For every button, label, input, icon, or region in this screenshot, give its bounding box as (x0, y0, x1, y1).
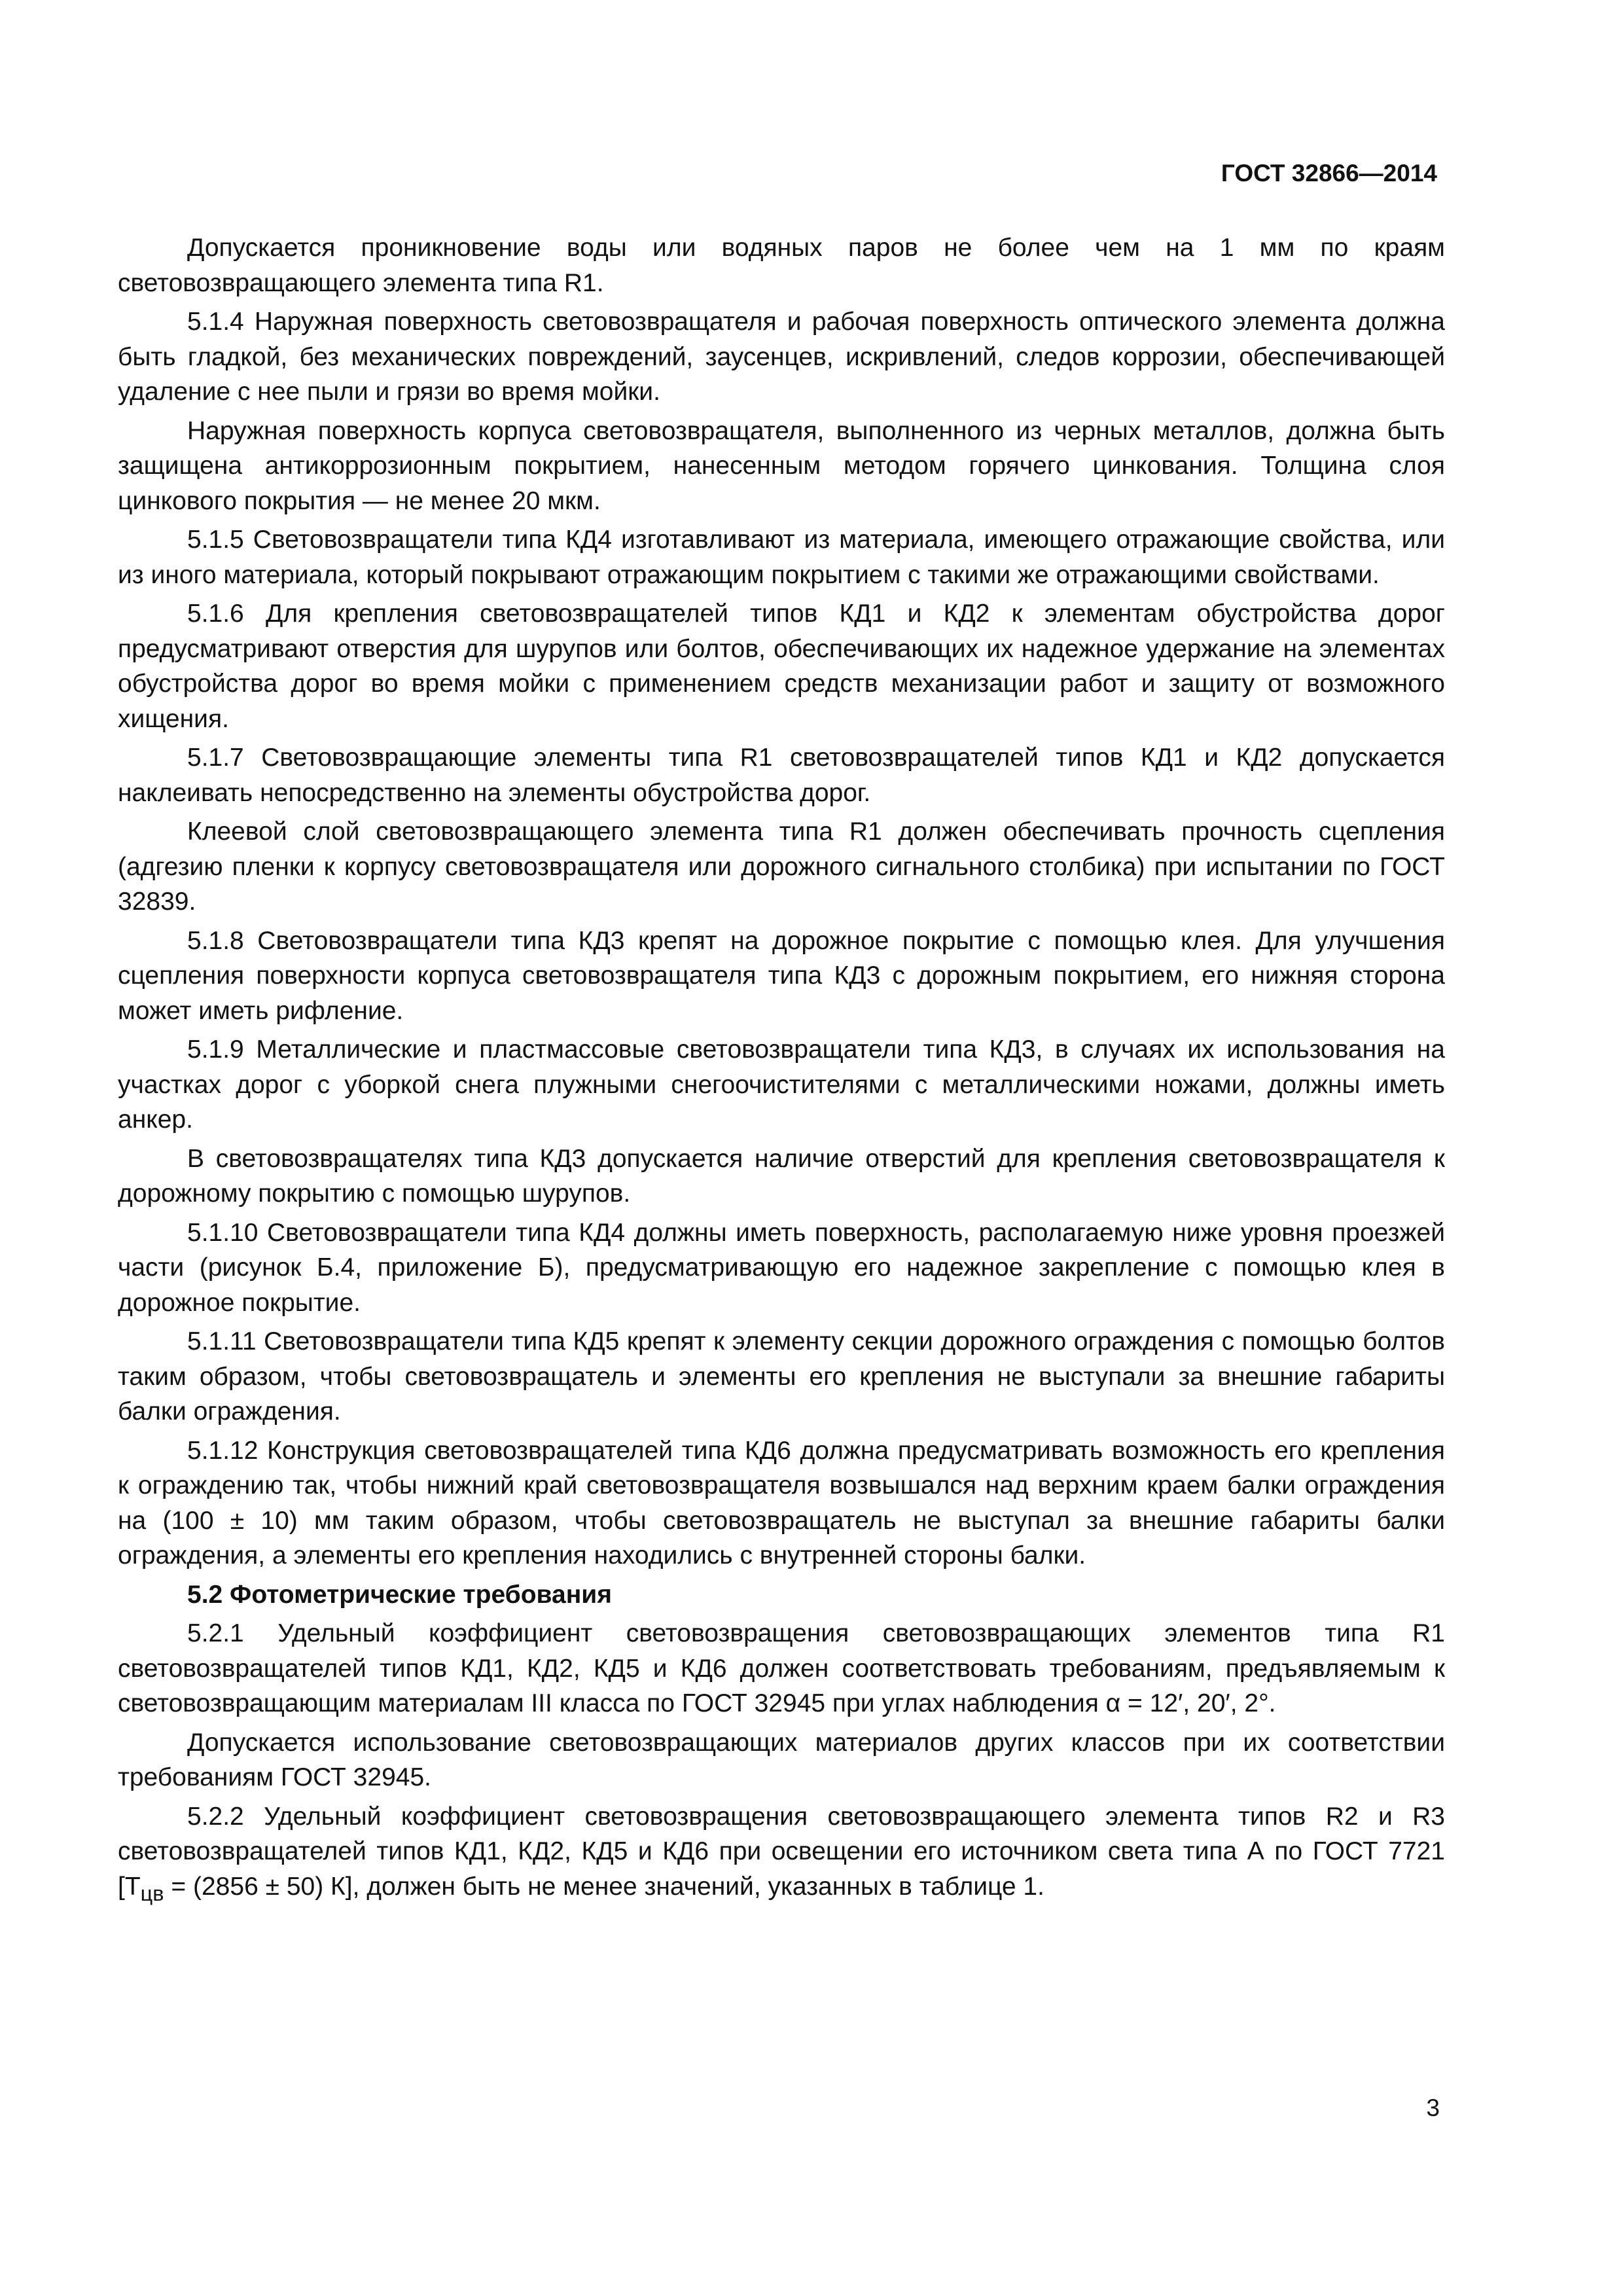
paragraph-5-1-6: 5.1.6 Для крепления световозвращателей типов КД1 и КД2 к элементам обустройства дорог предусматривают отверстия для шурупов или болтов, обеспечивающих их надежное удержание на элементах обустройства дорог во время мойки с применением средств механизации работ и защиту от возможного хищения. (118, 600, 1445, 733)
paragraph-kd3-holes: В световозвращателях типа КД3 допускается наличие отверстий для крепления световозвращателя к дорожному покрытию с помощью шурупов. (118, 1144, 1445, 1208)
paragraph-5-2-2-text-end: = (2856 ± 50) К], должен быть не менее значений, указанных в таблице 1. (164, 1872, 1044, 1901)
paragraph-zinc-coating: Наружная поверхность корпуса световозвращателя, выполненного из черных металлов, должна быть защищена антикоррозионным покрытием, нанесенным методом горячего цинкования. Толщина слоя цинкового покрытия — не менее 20 мкм. (118, 416, 1445, 515)
paragraph-5-1-9: 5.1.9 Металлические и пластмассовые световозвращатели типа КД3, в случаях их использования на участках дорог с уборкой снега плужными снегоочистителями с металлическими ножами, должны иметь анкер. (118, 1035, 1445, 1134)
color-temperature-subscript: цв (140, 1881, 164, 1905)
standard-header: ГОСТ 32866—2014 (1221, 160, 1437, 187)
document-body (118, 230, 1445, 1915)
paragraph-5-2-2-text: 5.2.2 Удельный коэффициент световозвращения световозвращающего элемента типов R2 и R3 световозвращателей типов КД1, КД2, КД5 и КД6 при освещении его источником света типа А по ГОСТ 7721 [Т (118, 1802, 1445, 1901)
page-number: 3 (1426, 2094, 1440, 2121)
paragraph-5-1-4: 5.1.4 Наружная поверхность световозвращателя и рабочая поверхность оптического элемента должна быть гладкой, без механических повреждений, заусенцев, искривлений, следов коррозии, обеспечивающей удаление с нее пыли и грязи во время мойки. (118, 308, 1445, 406)
paragraph-5-1-5: 5.1.5 Световозвращатели типа КД4 изготавливают из материала, имеющего отражающие свойства, или из иного материала, который покрывают отражающим покрытием с такими же отражающими свойствами. (118, 526, 1445, 589)
paragraph-adhesive-layer: Клеевой слой световозвращающего элемента типа R1 должен обеспечивать прочность сцепления (адгезию пленки к корпусу световозвращателя или дорожного сигнального столбика) при испытании по ГОСТ 32839. (118, 817, 1445, 916)
paragraph-5-1-11: 5.1.11 Световозвращатели типа КД5 крепят к элементу секции дорожного ограждения с помощью болтов таким образом, чтобы световозвращатель и элементы его крепления не выступали за внешние габариты балки ограждения. (118, 1327, 1445, 1426)
paragraph-5-1-8: 5.1.8 Световозвращатели типа КД3 крепят на дорожное покрытие с помощью клея. Для улучшения сцепления поверхности корпуса световозвращателя типа КД3 с дорожным покрытием, его нижняя сторона может иметь рифление. (118, 926, 1445, 1025)
paragraph-5-1-10: 5.1.10 Световозвращатели типа КД4 должны иметь поверхность, располагаемую ниже уровня проезжей части (рисунок Б.4, приложение Б), предусматривающую его надежное закрепление с помощью клея в дорожное покрытие. (118, 1218, 1445, 1317)
section-heading-photometric: 5.2 Фотометрические требования (187, 1580, 612, 1609)
paragraph-5-2-2 (118, 1799, 1445, 1911)
paragraph-5-1-12: 5.1.12 Конструкция световозвращателей типа КД6 должна предусматривать возможность его крепления к ограждению так, чтобы нижний край световозвращателя возвышался над верхним краем балки ограждения на (100 ± 10) мм таким образом, чтобы световозвращатель не выступал за внешние габариты балки ограждения, а элементы его крепления находились с внутренней стороны балки. (118, 1436, 1445, 1570)
paragraph-other-classes: Допускается использование световозвращающих материалов других классов при их соответствии требованиям ГОСТ 32945. (118, 1728, 1445, 1791)
paragraph-water-penetration: Допускается проникновение воды или водяных паров не более чем на 1 мм по краям световозвращающего элемента типа R1. (118, 234, 1445, 297)
paragraph-5-2-1: 5.2.1 Удельный коэффициент световозвращения световозвращающих элементов типа R1 световозвращателей типов КД1, КД2, КД5 и КД6 должен соответствовать требованиям, предъявляемым к световозвращающим материалам III класса по ГОСТ 32945 при углах наблюдения α = 12′, 20′, 2°. (118, 1619, 1445, 1717)
paragraph-5-1-7: 5.1.7 Световозвращающие элементы типа R1 световозвращателей типов КД1 и КД2 допускается наклеивать непосредственно на элементы обустройства дорог. (118, 744, 1445, 807)
